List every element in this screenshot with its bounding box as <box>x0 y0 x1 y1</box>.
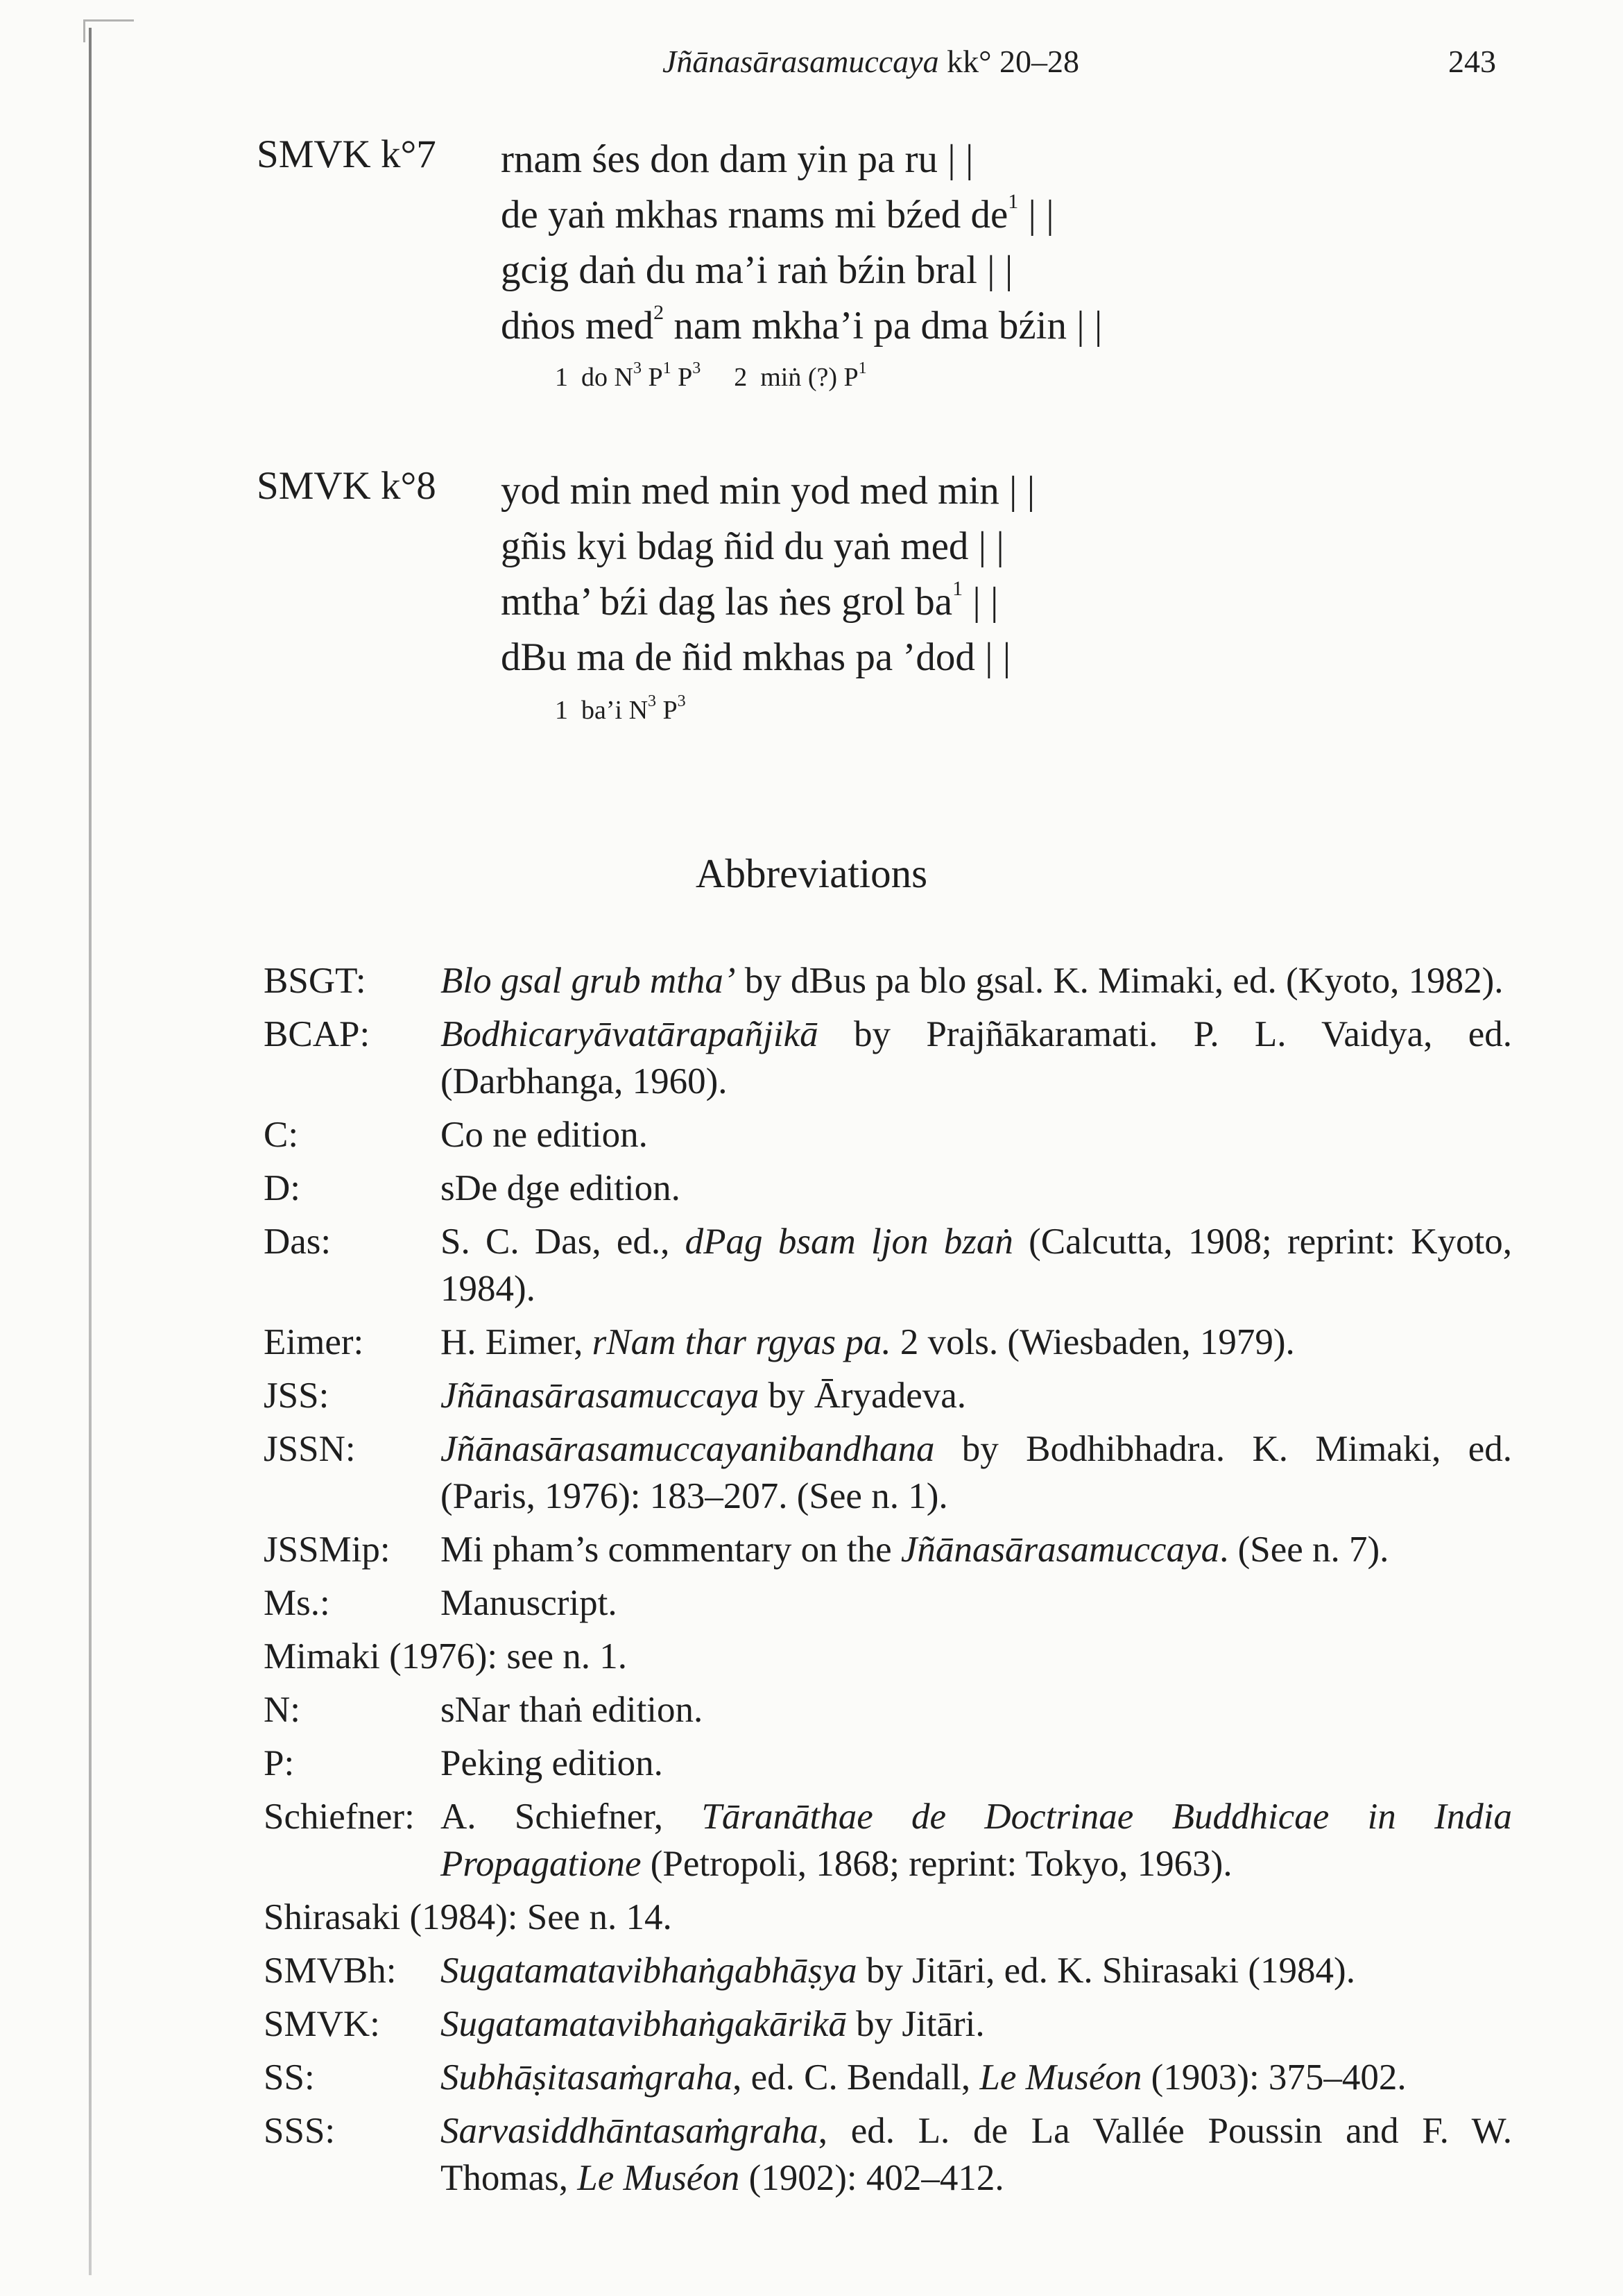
verse-line: de yaṅ mkhas rnams mi bźed de$^1$ | | <box>501 190 1054 237</box>
abbreviation-entry <box>264 1947 1512 1994</box>
abbreviation-description: Manuscript. <box>440 1583 617 1623</box>
verse-line: dṅos med$^2$ nam mkha’i pa dma bźin | | <box>501 301 1103 348</box>
abbreviation-description: Mi pham’s commentary on the Jñānasārasamuccaya. (See n. 7). <box>440 1530 1389 1570</box>
abbreviation-entry <box>264 1579 1512 1627</box>
abbreviation-term: Das: <box>264 1222 332 1262</box>
abbreviation-description: Jñānasārasamuccaya by Āryadeva. <box>440 1376 966 1416</box>
abbreviation-description: Sarvasiddhāntasaṁgraha, ed. L. de La Vallée Poussin and F. W. Thomas, Le Muséon (1902): 402–412. <box>440 2111 1512 2198</box>
page-header <box>0 43 1623 85</box>
abbreviation-term: SMVK: <box>264 2004 380 2044</box>
abbreviation-term: SS: <box>264 2057 315 2098</box>
verse-line: yod min med min yod med min | | <box>501 469 1036 513</box>
verse-label: SMVK k°7 <box>257 132 436 176</box>
abbreviation-term: D: <box>264 1168 300 1208</box>
abbreviation-term: N: <box>264 1690 300 1730</box>
verse-line: rnam śes don dam yin pa ru | | <box>501 137 974 181</box>
abbreviation-entry <box>264 1011 1512 1105</box>
abbreviation-term: SSS: <box>264 2111 336 2151</box>
verse-line: dBu ma de ñid mkhas pa ’dod | | <box>501 635 1011 679</box>
abbreviation-entry <box>264 1111 1512 1158</box>
abbreviation-description: sNar thaṅ edition. <box>440 1690 703 1730</box>
verse-line: gñis kyi bdag ñid du yaṅ med | | <box>501 524 1004 568</box>
abbreviation-description: Shirasaki (1984): See n. 14. <box>264 1897 672 1937</box>
page-number: 243 <box>1448 44 1496 79</box>
abbreviation-description: Jñānasārasamuccayanibandhana by Bodhibhadra. K. Mimaki, ed. (Paris, 1976): 183–207. (See n. 1). <box>440 1429 1512 1516</box>
verse-line: mtha’ bźi dag las ṅes grol ba$^1$ | | <box>501 577 999 624</box>
abbreviation-term: JSSN: <box>264 1429 356 1469</box>
scan-edge <box>89 28 92 2275</box>
verse-label: SMVK k°8 <box>257 464 436 508</box>
abbreviation-term: JSSMip: <box>264 1530 390 1570</box>
abbreviation-entry <box>264 1633 1512 1680</box>
abbreviation-description: Bodhicaryāvatārapañjikā by Prajñākaramati. P. L. Vaidya, ed. (Darbhanga, 1960). <box>440 1014 1512 1102</box>
footnote-marker: 1 <box>952 577 963 600</box>
abbreviation-term: Schiefner: <box>264 1797 415 1837</box>
abbreviation-entry <box>264 1894 1512 1941</box>
abbreviation-entry <box>264 1526 1512 1573</box>
abbreviation-term: Eimer: <box>264 1322 364 1362</box>
abbreviation-entry <box>264 1165 1512 1212</box>
abbreviation-term: P: <box>264 1743 295 1783</box>
abbreviation-description: S. C. Das, ed., dPag bsam ljon bzaṅ (Calcutta, 1908; reprint: Kyoto, 1984). <box>440 1222 1512 1309</box>
abbreviation-term: C: <box>264 1115 299 1155</box>
abbreviation-description: Subhāṣitasaṁgraha, ed. C. Bendall, Le Muséon (1903): 375–402. <box>440 2057 1407 2098</box>
abbreviation-description: A. Schiefner, Tāranāthae de Doctrinae Buddhicae in India Propagatione (Petropoli, 1868; reprint: Tokyo, 1963). <box>440 1797 1512 1884</box>
abbreviation-entry <box>264 1319 1512 1366</box>
verse-line: gcig daṅ du ma’i raṅ bźin bral | | <box>501 248 1013 292</box>
abbreviation-term: SMVBh: <box>264 1951 397 1991</box>
abbreviation-term: Ms.: <box>264 1583 330 1623</box>
abbreviation-list <box>264 957 1512 2202</box>
verse-lines <box>501 463 1035 685</box>
abbreviation-description: Blo gsal grub mtha’ by dBus pa blo gsal. K. Mimaki, ed. (Kyoto, 1982). <box>440 961 1504 1001</box>
abbreviation-term: BCAP: <box>264 1014 370 1054</box>
abbreviation-description: Co ne edition. <box>440 1115 648 1155</box>
section-title: Abbreviations <box>695 850 928 896</box>
abbreviation-entry <box>264 1425 1512 1520</box>
abbreviation-entry <box>264 2001 1512 2048</box>
verse-notes-k8: 1 ba’i $N^3$ $P^3$ <box>555 692 686 725</box>
footnote-marker: 2 <box>653 301 664 324</box>
abbreviation-entry <box>264 1793 1512 1887</box>
abbreviation-entry <box>264 957 1512 1004</box>
abbreviation-entry <box>264 1686 1512 1733</box>
verse-notes-k7: 1 do $N^3$ $P^1$ $P^3$ 2 miṅ (?) $P^1$ <box>555 359 867 392</box>
abbreviation-entry <box>264 1740 1512 1787</box>
abbreviation-entry <box>264 2107 1512 2202</box>
scan-corner-mark <box>83 19 134 42</box>
abbreviation-description: Sugatamatavibhaṅgabhāṣya by Jitāri, ed. K. Shirasaki (1984). <box>440 1951 1355 1991</box>
footnote-marker: 1 <box>1008 190 1019 213</box>
abbreviation-description: H. Eimer, rNam thar rgyas pa. 2 vols. (Wiesbaden, 1979). <box>440 1322 1295 1362</box>
abbreviation-description: sDe dge edition. <box>440 1168 680 1208</box>
abbreviation-entry <box>264 2054 1512 2101</box>
abbreviation-description: Sugatamatavibhaṅgakārikā by Jitāri. <box>440 2004 985 2044</box>
verse-lines <box>501 132 1102 354</box>
abbreviation-description: Peking edition. <box>440 1743 663 1783</box>
abbreviation-term: JSS: <box>264 1376 329 1416</box>
abbreviation-description: Mimaki (1976): see n. 1. <box>264 1636 628 1677</box>
abbreviation-term: BSGT: <box>264 961 366 1001</box>
abbreviation-entry <box>264 1372 1512 1419</box>
running-head: Jñānasārasamuccaya kk° 20–28 <box>662 44 1079 79</box>
abbreviation-entry <box>264 1218 1512 1312</box>
